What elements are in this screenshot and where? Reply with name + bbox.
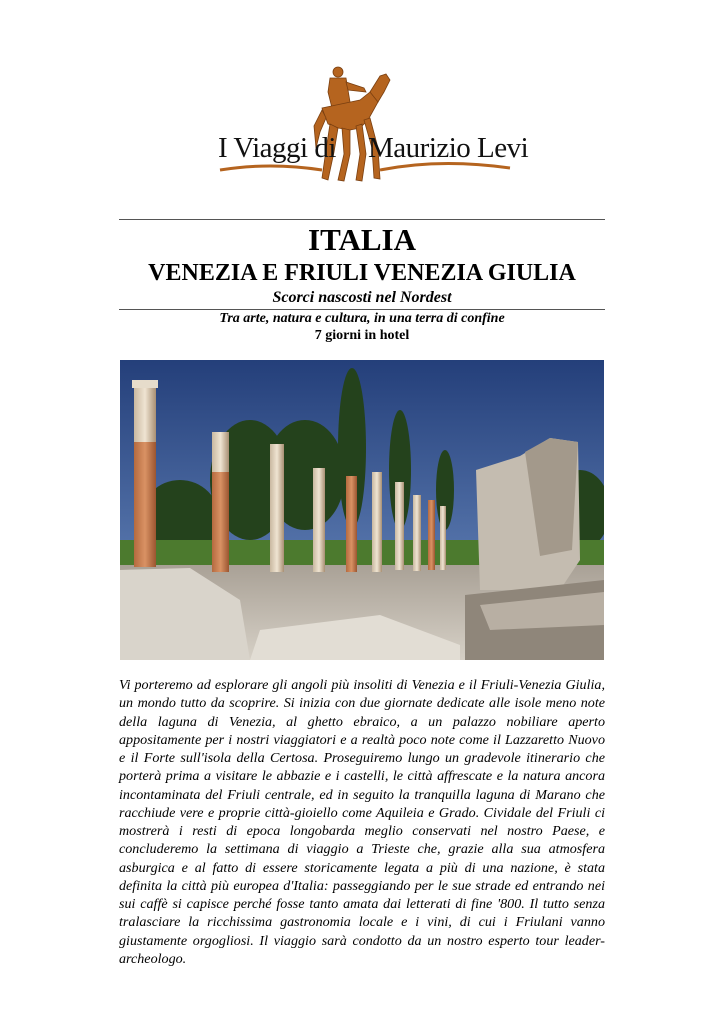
roman-columns-photo: [120, 360, 604, 660]
trip-subtitle: Scorci nascosti nel Nordest: [272, 289, 452, 306]
trip-tagline: Tra arte, natura e cultura, in una terra di confine: [219, 311, 505, 326]
trip-duration: 7 giorni in hotel: [314, 328, 410, 343]
header-rule-top: [119, 219, 605, 220]
horse-rider-icon: [210, 62, 520, 187]
brand-logo: [210, 62, 529, 187]
region-title: VENEZIA E FRIULI VENEZIA GIULIA: [148, 260, 576, 286]
logo-text-left: I Viaggi di: [218, 132, 336, 164]
country-title: ITALIA: [308, 222, 416, 257]
trip-intro-paragraph: Vi porteremo ad esplorare gli angoli più insoliti di Venezia e il Friuli-Venezia Giulia, un mondo tutto da scoprire. Si inizia con due giornate dedicate alle isole meno note della laguna di Venezia, al ghetto ebraico, a un palazzo nobiliare aperto appositamente per i nostri viaggiatori e a realtà poco note come il Lazzaretto Nuovo e il Forte sull'isola della Certosa. Proseguiremo lungo un gradevole itinerario che porterà prima a visitare le abbazie e i castelli, le città affrescate e la natura ancora incontaminata del Friuli centrale, ed in seguito la tranquilla laguna di Marano che racchiude vere e proprie città-gioiello come Aquileia e Grado. Cividale del Friuli ci mostrerà i resti di epoca longobarda meglio conservati nel nostro Paese, e concluderemo la settimana di viaggio a Trieste che, grazie alla sua atmosfera asburgica e al fatto di essere storicamente legata a più di una nazione, è stata definita la città più europea d'Italia: passeggiando per le sue strade ed entrando nei sui caffè si capisce perché fosse tanto amata dai letterati di fine '800. Il tutto senza tralasciare la ricchissima gastronomia locale e i vini, di cui i Friulani vanno giustamente orgogliosi. Il viaggio sarà condotto da un nostro esperto tour leader-archeologo.: [119, 677, 605, 967]
logo-text-right: Maurizio Levi: [368, 132, 529, 164]
